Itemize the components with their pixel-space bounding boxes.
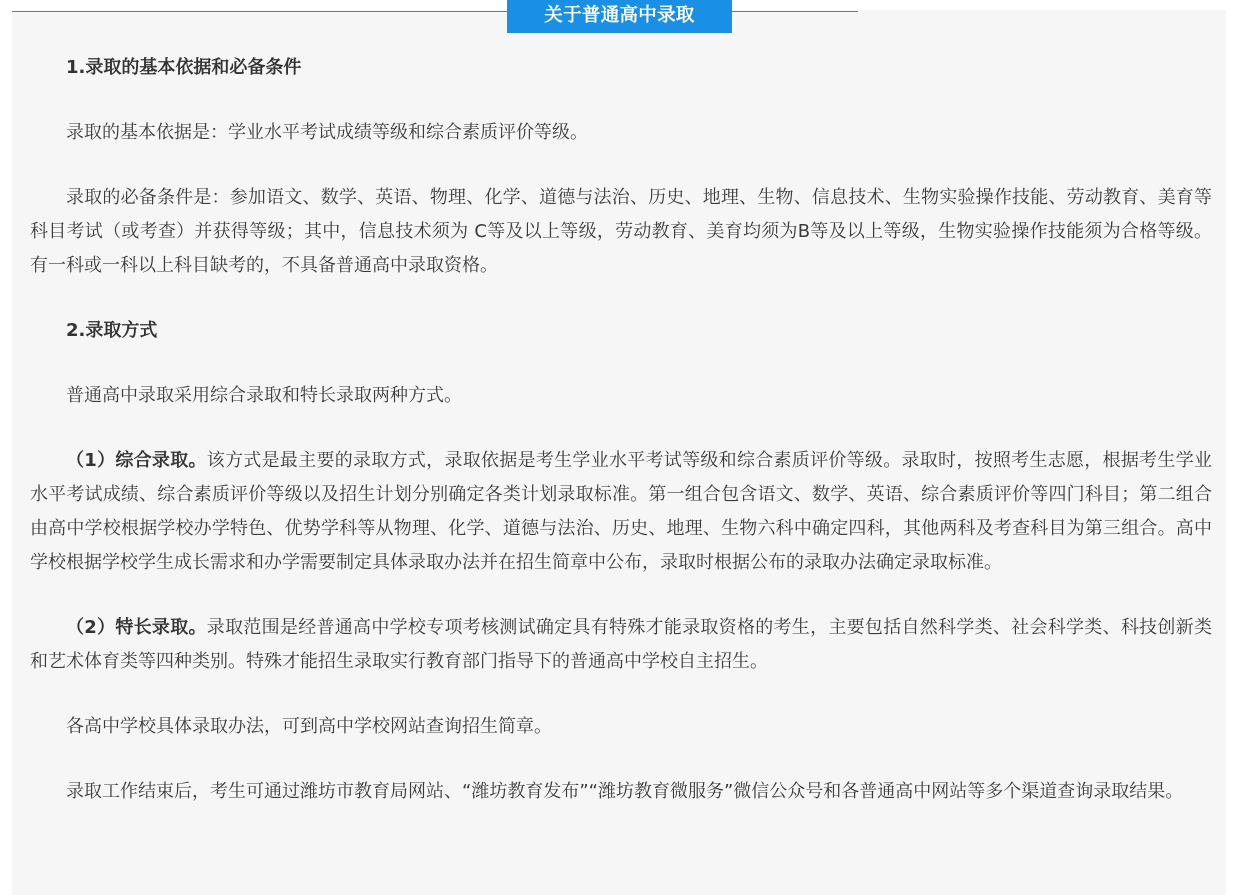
comprehensive-admission-lead: （1）综合录取。 <box>66 450 207 471</box>
section-1-paragraph-conditions: 录取的必备条件是：参加语文、数学、英语、物理、化学、道德与法治、历史、地理、生物、信息技术、生物实验操作技能、劳动教育、美育等科目考试（或考查）并获得等级；其中，信息技术须为 C等及以上等级，劳动教育、美育均须为B等及以上等级，生物实验操作技能须为合格等级。有一科或一科以上科目缺考的，不具备普通高中录取资格。 <box>30 187 1212 276</box>
section-2-paragraph-results-query: 录取工作结束后，考生可通过潍坊市教育局网站、“潍坊教育发布”“潍坊教育微服务”微信公众号和各普通高中网站等多个渠道查询录取结果。 <box>66 781 1184 802</box>
specialty-admission-body: 录取范围是经普通高中学校专项考核测试确定具有特殊才能录取资格的考生，主要包括自然科学类、社会科学类、科技创新类和艺术体育类等四种类别。特殊才能招生录取实行教育部门指导下的普通高中学校自主招生。 <box>30 617 1212 672</box>
section-1-heading: 1.录取的基本依据和必备条件 <box>66 57 302 78</box>
article-body <box>30 51 1212 809</box>
section-2-heading: 2.录取方式 <box>66 320 158 341</box>
section-2-paragraph-school-methods: 各高中学校具体录取办法，可到高中学校网站查询招生简章。 <box>66 716 552 737</box>
section-2-paragraph-specialty <box>30 611 1212 679</box>
section-2-paragraph-intro: 普通高中录取采用综合录取和特长录取两种方式。 <box>66 385 462 406</box>
comprehensive-admission-body: 该方式是最主要的录取方式，录取依据是考生学业水平考试等级和综合素质评价等级。录取时，按照考生志愿，根据考生学业水平考试成绩、综合素质评价等级以及招生计划分别确定各类计划录取标准。第一组合包含语文、数学、英语、综合素质评价等四门科目；第二组合由高中学校根据学校办学特色、优势学科等从物理、化学、道德与法治、历史、地理、生物六科中确定四科，其他两科及考查科目为第三组合。高中学校根据学校学生成长需求和办学需要制定具体录取办法并在招生简章中公布，录取时根据公布的录取办法确定录取标准。 <box>30 450 1212 573</box>
section-1-paragraph-basis: 录取的基本依据是：学业水平考试成绩等级和综合素质评价等级。 <box>66 122 588 143</box>
section-title: 关于普通高中录取 <box>507 0 732 33</box>
section-2-paragraph-comprehensive <box>30 444 1212 580</box>
specialty-admission-lead: （2）特长录取。 <box>66 617 207 638</box>
